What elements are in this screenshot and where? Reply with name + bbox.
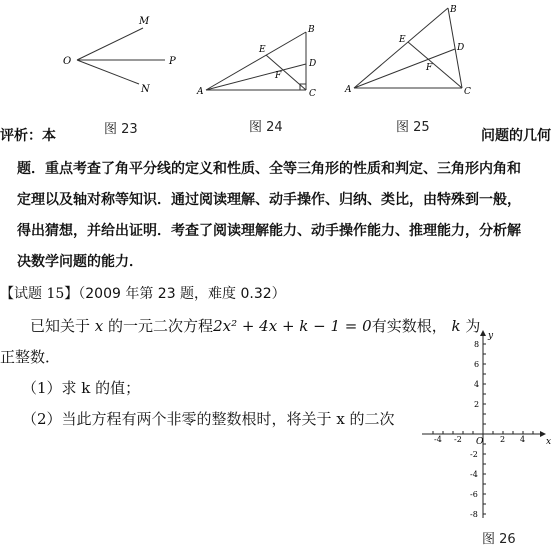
y-tick-label: 4 <box>474 380 480 389</box>
seg-ab <box>354 8 448 88</box>
y-tick-label: -8 <box>470 510 478 519</box>
label-a: A <box>345 85 352 95</box>
problem-number: 【试题 15】 <box>0 286 79 302</box>
label-f: F <box>275 71 282 81</box>
x-tick-label: -2 <box>454 435 462 444</box>
seg-ab <box>206 32 306 90</box>
label-o: O <box>63 56 72 67</box>
label-c: C <box>309 89 316 99</box>
figure-25-diagram <box>344 2 484 100</box>
y-tick-label: -4 <box>470 470 478 479</box>
y-axis-arrow <box>480 330 486 336</box>
label-n: N <box>141 84 150 95</box>
analysis-line-1-left: 评析：本 <box>0 128 56 144</box>
x-tick-label: 2 <box>500 435 506 444</box>
stem-var-x: x <box>94 317 104 335</box>
figure-24-diagram <box>196 18 326 102</box>
label-d: D <box>309 59 317 69</box>
y-tick-label: -2 <box>470 450 478 459</box>
figure-25-caption: 图 25 <box>396 120 430 135</box>
label-f: F <box>426 63 433 73</box>
problem-header <box>0 284 286 304</box>
problem-meta: （2009 年第 23 题，难度 0.32） <box>78 286 286 302</box>
label-a: A <box>197 87 204 97</box>
label-e: E <box>259 45 266 55</box>
ray-om <box>77 28 143 60</box>
x-tick-label: 4 <box>520 435 526 444</box>
analysis-line-4: 得出猜想，并给出证明．考查了阅读理解能力、动手操作能力、推理能力，分析解 <box>17 223 521 239</box>
figure-23-caption: 图 23 <box>104 122 138 137</box>
label-d: D <box>457 43 465 53</box>
stem-prefix: 已知关于 <box>30 317 91 335</box>
stem-mid: 的一元二次方程 <box>108 317 214 335</box>
figure-26-coordinate-plane <box>420 328 554 524</box>
label-b: B <box>308 25 315 35</box>
problem-stem-line-1 <box>30 316 480 336</box>
figure-26-caption: 图 26 <box>482 532 516 547</box>
stem-end: 为 <box>465 317 481 335</box>
axis-label-y: y <box>488 331 494 341</box>
figure-23-diagram <box>55 8 195 108</box>
equation: 2x² + 4x + k − 1 = 0 <box>213 317 372 335</box>
y-tick-label: 2 <box>474 400 480 409</box>
figure-24-caption: 图 24 <box>249 120 283 135</box>
stem-var-k: k <box>451 317 461 335</box>
analysis-line-3: 定理以及轴对称等知识．通过阅读理解、动手操作、归纳、类比，由特殊到一般， <box>17 192 521 208</box>
y-tick-label: 6 <box>474 360 480 369</box>
x-tick-label: -4 <box>434 435 442 444</box>
label-b: B <box>450 5 457 15</box>
label-c: C <box>464 87 471 97</box>
y-tick-label: -6 <box>470 490 478 499</box>
stem-suffix: 有实数根， <box>371 317 447 335</box>
label-e: E <box>399 35 406 45</box>
analysis-line-1-right: 问题的几何 <box>481 128 551 144</box>
analysis-line-5: 决数学问题的能力． <box>17 254 143 270</box>
origin-label: O <box>476 437 484 447</box>
question-1: （1）求 k 的值； <box>22 379 141 397</box>
problem-stem-line-2: 正整数． <box>0 348 61 366</box>
axis-label-x: x <box>546 437 552 447</box>
question-2: （2）当此方程有两个非零的整数根时，将关于 x 的二次 <box>22 410 395 428</box>
label-p: P <box>169 56 176 67</box>
ray-on <box>77 60 139 84</box>
label-m: M <box>139 16 150 27</box>
y-tick-label: 8 <box>474 340 480 349</box>
analysis-line-2: 题．重点考查了角平分线的定义和性质、全等三角形的性质和判定、三角形内角和 <box>17 161 521 177</box>
